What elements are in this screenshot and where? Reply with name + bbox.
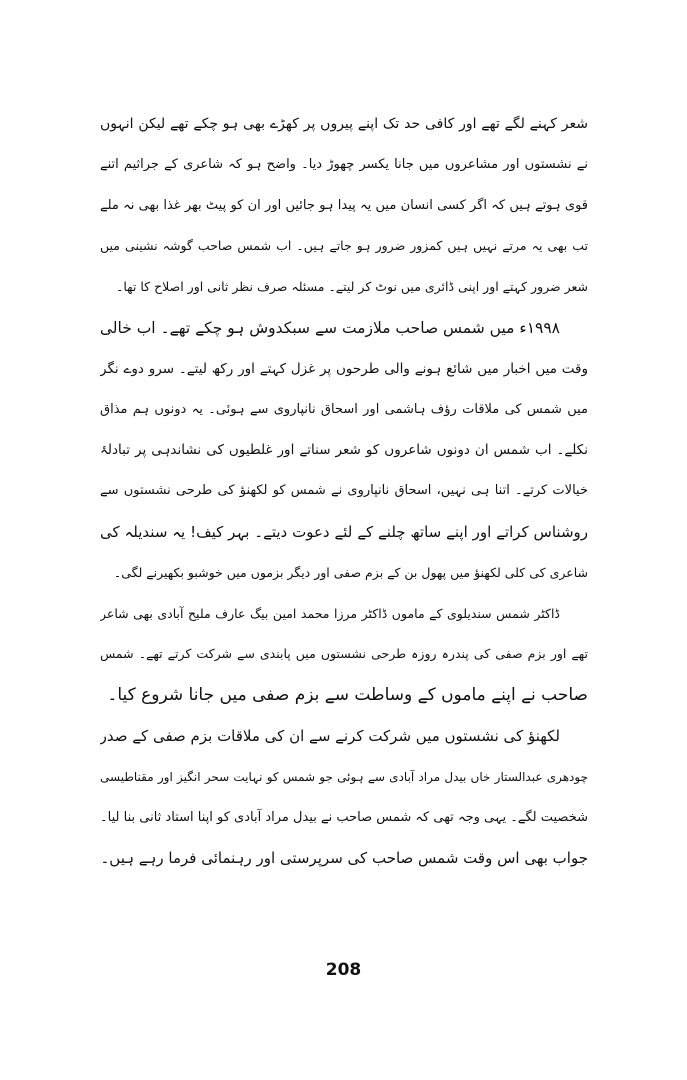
text-line: میں شمس کی ملاقات رؤف ہاشمی اور اسحاق نانپاروی سے ہوئی۔ یہ دونوں ہم مذاق [100, 401, 588, 417]
text-line: قوی ہوتے ہیں کہ اگر کسی انسان میں یہ پیدا ہو جائیں اور ان کو پیٹ بھر غذا بھی نہ ملے [100, 197, 588, 213]
text-line: ڈاکٹر شمس سندیلوی کے ماموں ڈاکٹر مرزا محمد امین بیگ عارف ملیح آبادی بھی شاعر [100, 605, 560, 621]
text-line: شعر کہنے لگے تھے اور کافی حد تک اپنے پیروں پر کھڑے بھی ہو چکے تھے لیکن انہوں [100, 116, 588, 132]
text-line: تب بھی یہ مرتے نہیں ہیں کمزور ضرور ہو جاتے ہیں۔ اب شمس صاحب گوشہ نشینی میں [100, 238, 588, 254]
body-text [100, 104, 588, 879]
text-line: روشناس کراتے اور اپنے ساتھ چلنے کے لئے دعوت دیتے۔ بہر کیف! یہ سندیلہ کی [100, 522, 588, 541]
text-line: شاعری کی کلی لکھنؤ میں پھول بن کے بزم صفی اور دیگر بزموں میں خوشبو بکھیرنے لگی۔ [113, 564, 588, 580]
page-number: 208 [325, 960, 362, 980]
text-line: خیالات کرتے۔ اتنا ہی نہیں، اسحاق نانپاروی نے شمس کو لکھنؤ کی طرحی نشستوں سے [100, 483, 588, 499]
text-line: شعر ضرور کہتے اور اپنی ڈائری میں نوٹ کر لیتے۔ مسئلہ صرف نظر ثانی اور اصلاح کا تھا۔ [116, 279, 588, 295]
text-line: نکلے۔ اب شمس ان دونوں شاعروں کو شعر سناتے اور غلطیوں کی نشاندہی پر تبادلۂ [100, 442, 588, 459]
text-line: وقت میں اخبار میں شائع ہونے والی طرحوں پر غزل کہتے اور رکھ لیتے۔ سرو دوے نگر [100, 360, 588, 377]
text-line: شخصیت لگے۔ یہی وجہ تھی کہ شمس صاحب نے بیدل مراد آبادی کو اپنا استاد ثانی بنا لیا۔ [100, 809, 588, 825]
text-line: لکھنؤ کی نشستوں میں شرکت کرنے سے ان کی ملاقات بزم صفی کے صدر [100, 726, 560, 745]
text-line: تھے اور بزم صفی کی پندرہ روزہ طرحی نشستوں میں پابندی سے شرکت کرتے تھے۔ شمس [100, 646, 588, 662]
text-line: جواب بھی اس وقت شمس صاحب کی سرپرستی اور رہنمائی فرما رہے ہیں۔ [100, 849, 588, 868]
text-line: نے نشستوں اور مشاعروں میں جانا یکسر چھوڑ دیا۔ واضح ہو کہ شاعری کے جراثیم اتنے [100, 156, 588, 172]
text-line: صاحب نے اپنے ماموں کے وساطت سے بزم صفی میں جانا شروع کیا۔ [107, 685, 588, 706]
text-line: ۱۹۹۸ء میں شمس صاحب ملازمت سے سبکدوش ہو چکے تھے۔ اب خالی [100, 318, 560, 337]
text-line: چودھری عبدالستار خاں بیدل مراد آبادی سے ہوئی جو شمس کو نہایت سحر انگیز اور مقناطیسی [100, 769, 588, 784]
